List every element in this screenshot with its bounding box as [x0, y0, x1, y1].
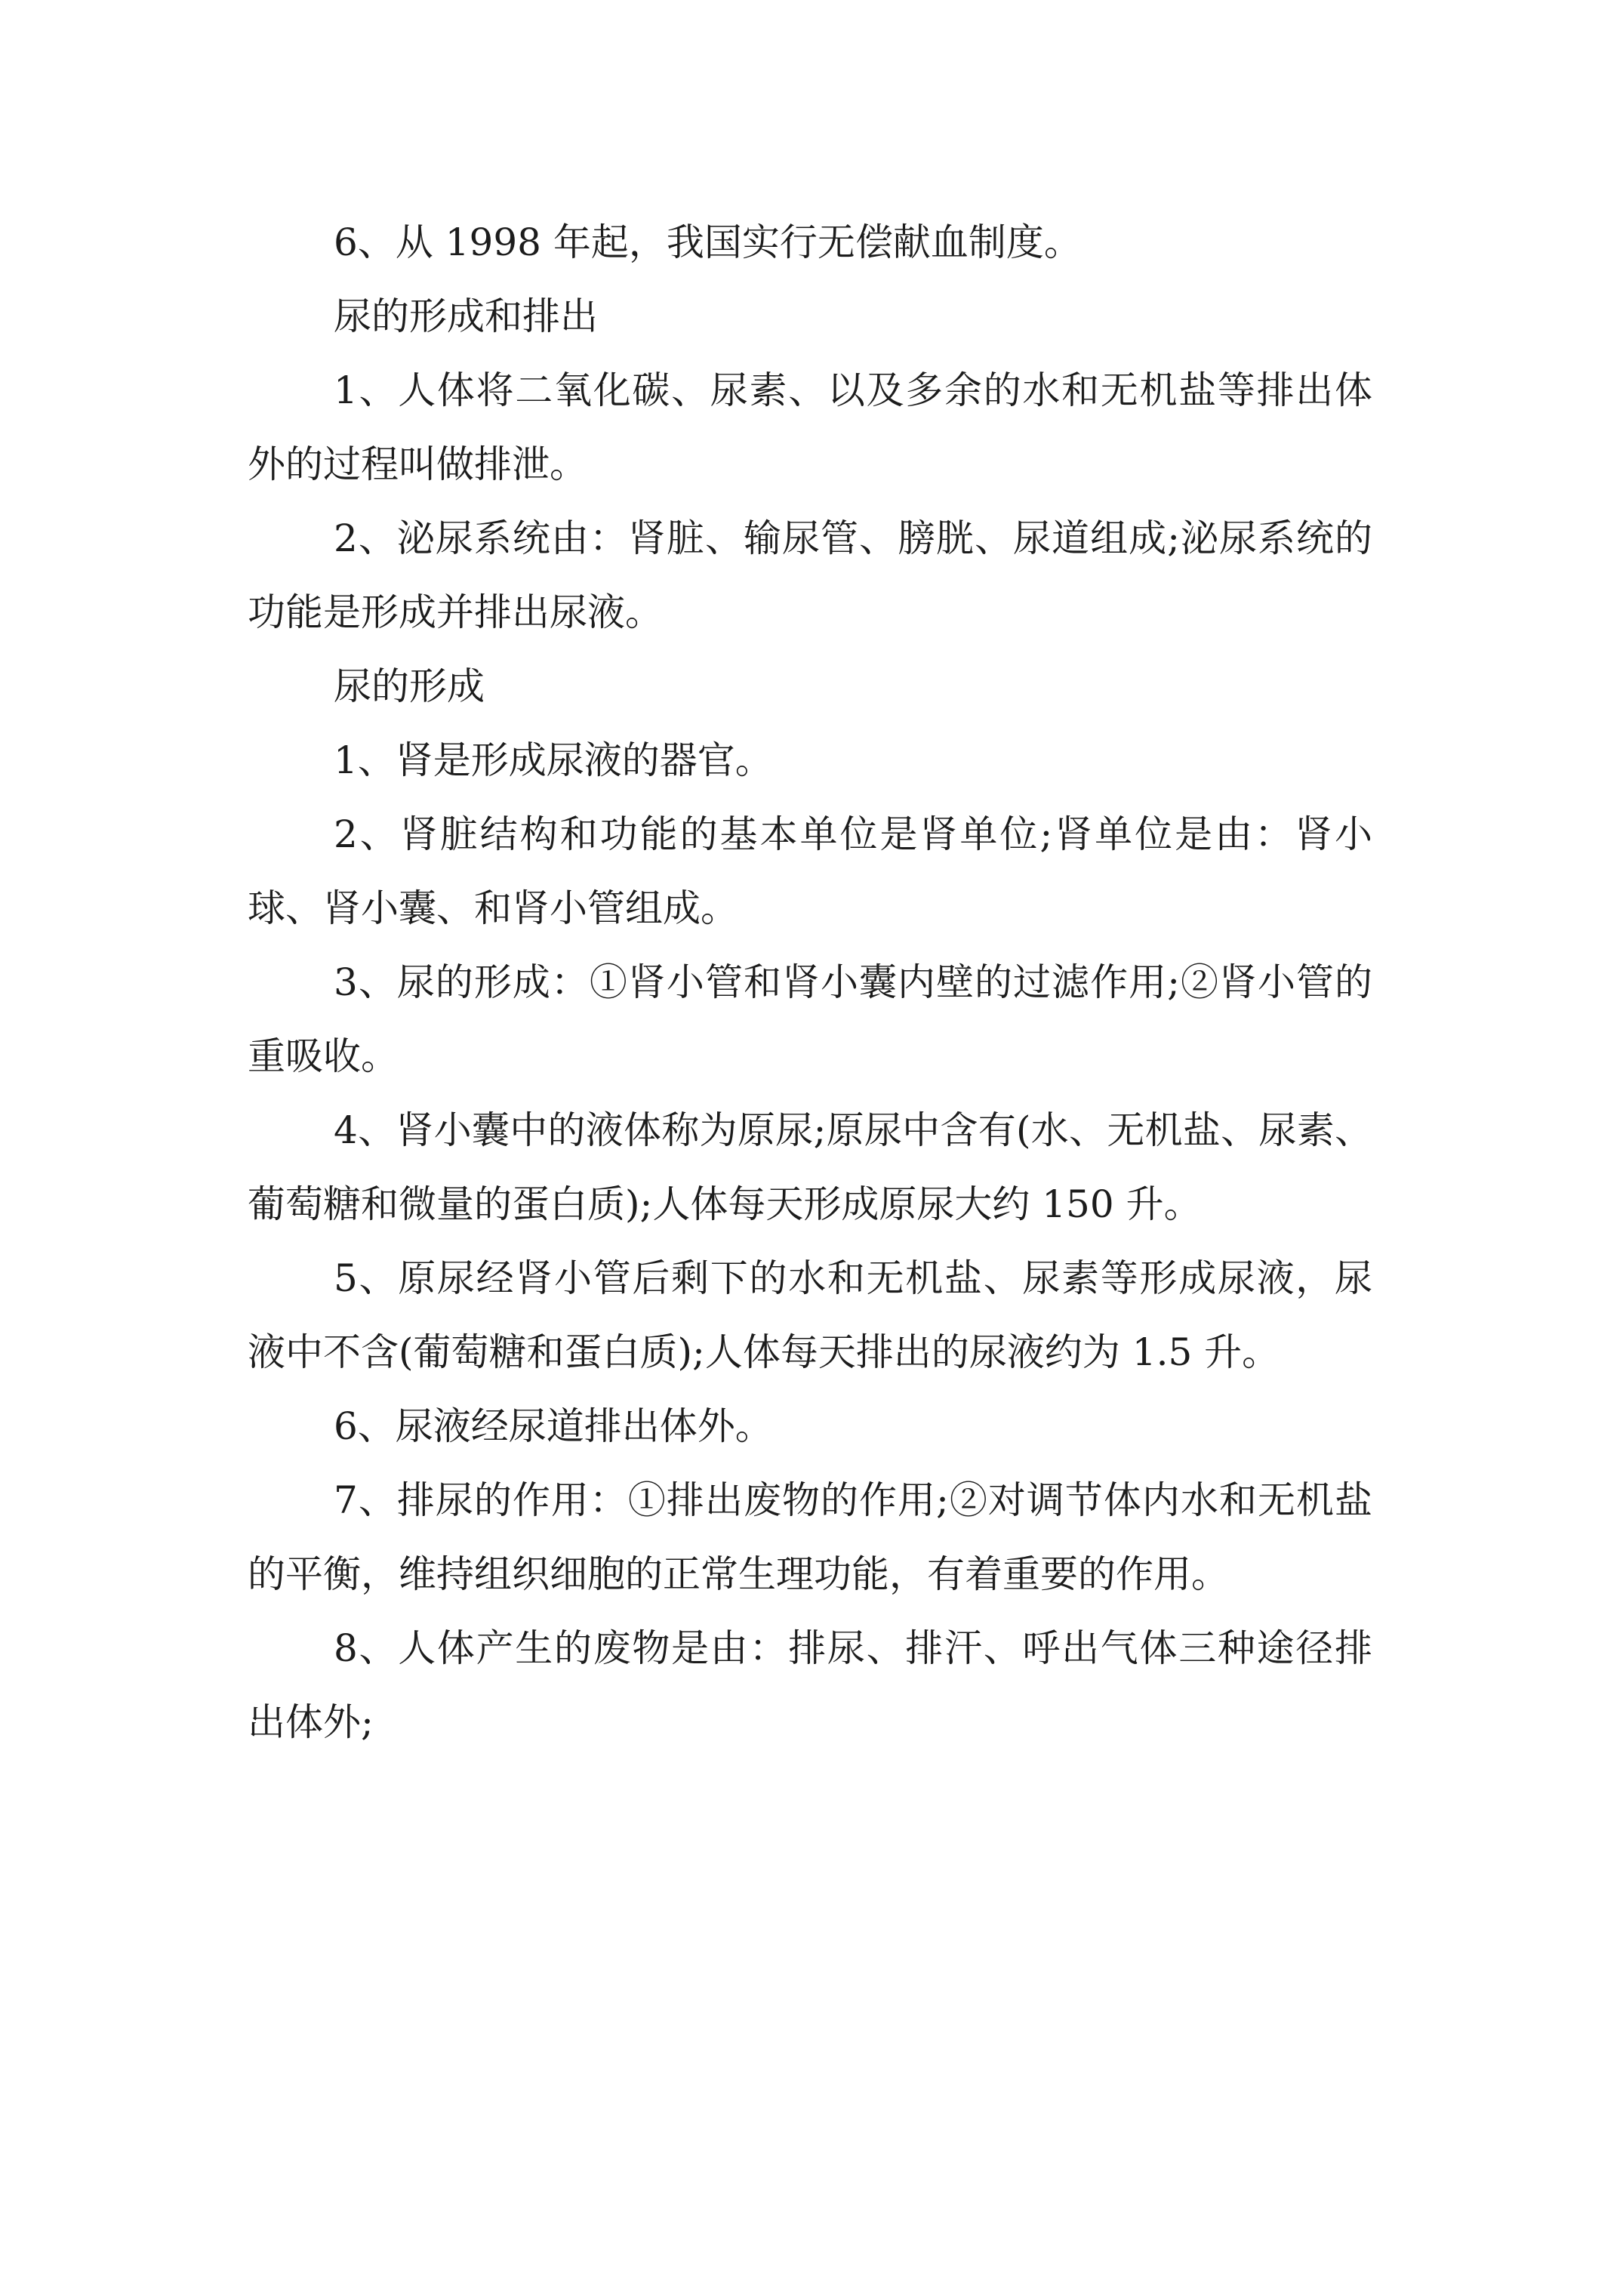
section-heading-urine-formation: 尿的形成 — [334, 664, 485, 708]
paragraph-urination-function: 7、排尿的作用：①排出废物的作用;②对调节体内水和无机盐的平衡，维持组织细胞的正常生理功能，有着重要的作用。 — [248, 1478, 1372, 1596]
paragraph-kidney-organ: 1、肾是形成尿液的器官。 — [334, 738, 773, 782]
paragraph-urethra: 6、尿液经尿道排出体外。 — [334, 1404, 773, 1448]
paragraph-nephron: 2、肾脏结构和功能的基本单位是肾单位;肾单位是由：肾小球、肾小囊、和肾小管组成。 — [248, 812, 1372, 930]
paragraph-primary-urine: 4、肾小囊中的液体称为原尿;原尿中含有(水、无机盐、尿素、葡萄糖和微量的蛋白质);人体每天形成原尿大约 150 升。 — [248, 1108, 1372, 1226]
document-body — [248, 205, 1372, 1759]
paragraph-urinary-system: 2、泌尿系统由：肾脏、输尿管、膀胱、尿道组成;泌尿系统的功能是形成并排出尿液。 — [248, 516, 1372, 634]
paragraph-excretion-definition: 1、人体将二氧化碳、尿素、以及多余的水和无机盐等排出体外的过程叫做排泄。 — [248, 368, 1372, 486]
paragraph-final-urine: 5、原尿经肾小管后剩下的水和无机盐、尿素等形成尿液，尿液中不含(葡萄糖和蛋白质);人体每天排出的尿液约为 1.5 升。 — [248, 1256, 1372, 1374]
paragraph-waste-routes: 8、人体产生的废物是由：排尿、排汗、呼出气体三种途径排出体外; — [248, 1626, 1372, 1744]
section-heading-urine-formation-excretion: 尿的形成和排出 — [334, 294, 598, 338]
paragraph-blood-donation: 6、从 1998 年起，我国实行无偿献血制度。 — [334, 220, 1082, 264]
paragraph-formation-process: 3、尿的形成：①肾小管和肾小囊内壁的过滤作用;②肾小管的重吸收。 — [248, 960, 1372, 1078]
